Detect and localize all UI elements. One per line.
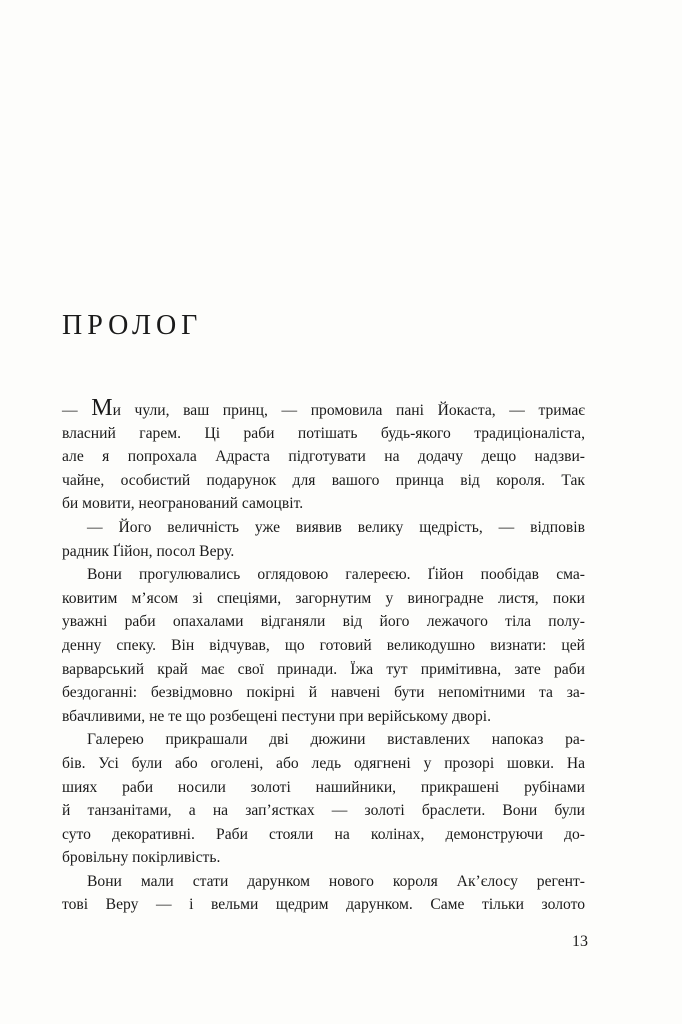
page-number: 13: [572, 933, 588, 950]
text-line: чайне, особистий подарунок для вашого принца від короля. Так: [62, 471, 585, 489]
text-line: радник Ґійон, посол Веру.: [62, 542, 235, 560]
text-line: власний гарем. Ці раби потішать будь-якого традиціоналіста,: [62, 424, 585, 442]
body-text: [62, 395, 585, 917]
text-line: вбачливими, не те що розбещені пестуни при верійському дворі.: [62, 707, 492, 725]
text-line: варварський край має свої принади. Їжа тут примітивна, зате раби: [62, 660, 585, 678]
text-line: Вони прогулювались оглядовою галереєю. Ґійон пообідав сма-: [87, 566, 585, 584]
text-line: суто декоративні. Раби стояли на колінах, демонструючи до-: [62, 825, 585, 843]
text-line: [62, 395, 585, 422]
text-line: але я попрохала Адраста підготувати на додачу дещо надзви-: [62, 448, 585, 466]
text-line: денну спеку. Він відчував, що готовий великодушно визнати: цей: [62, 636, 585, 654]
text-line: уважні раби опахалами відганяли від його лежачого тіла полу-: [62, 613, 585, 631]
text-line: — Його величність уже виявив велику щедрість, — відповів: [87, 518, 585, 536]
text-line: Вони мали стати дарунком нового короля Ак’єлосу регент-: [87, 872, 585, 890]
text-line: бездоганні: безвідмовно покірні й навчені бути непомітними та за-: [62, 684, 585, 702]
text-line: й танзанітами, а на зап’ястках — золоті браслети. Вони були: [62, 802, 585, 820]
initial-letter: М: [91, 395, 113, 421]
chapter-title: ПРОЛОГ: [62, 310, 203, 341]
text-line: тові Веру — і вельми щедрим дарунком. Саме тільки золото: [62, 896, 585, 914]
first-line-text: и чули, ваш принц, — промовила пані Йокаста, — тримає: [112, 402, 585, 419]
text-line: бів. Усі були або оголені, або ледь одягнені у прозорі шовки. На: [62, 754, 585, 772]
text-line: шиях раби носили золоті нашийники, прикрашені рубінами: [62, 778, 585, 796]
text-line: бровільну покірливість.: [62, 849, 221, 867]
text-line: Галерею прикрашали дві дюжини виставлених напоказ ра-: [87, 731, 585, 749]
text-line: би мовити, неогранований самоцвіт.: [62, 495, 304, 513]
text-line: ковитим м’ясом зі спеціями, загорнутим у виноградне листя, поки: [62, 589, 585, 607]
opening-dash: —: [62, 402, 92, 419]
